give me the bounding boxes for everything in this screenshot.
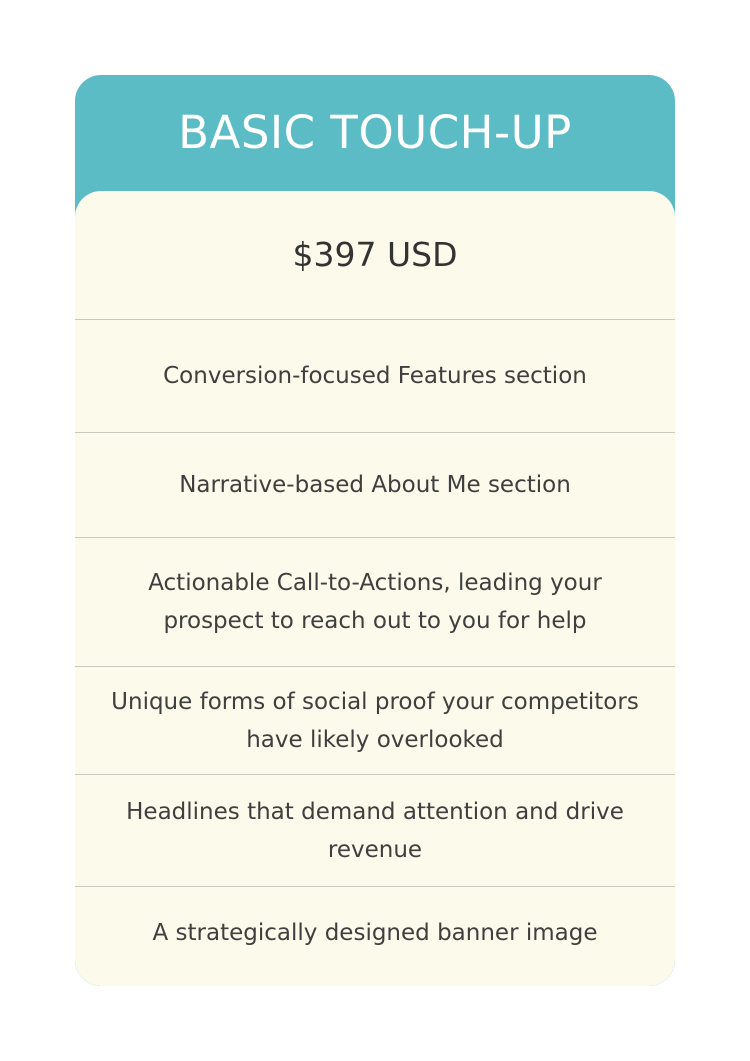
feature-text: A strategically designed banner image xyxy=(152,920,598,946)
feature-item xyxy=(75,775,675,887)
feature-text: Unique forms of social proof your competitors have likely overlooked xyxy=(111,688,639,753)
plan-price: $397 USD xyxy=(292,235,458,274)
feature-item xyxy=(75,433,675,538)
feature-text: Narrative-based About Me section xyxy=(179,472,571,498)
feature-item xyxy=(75,320,675,433)
plan-title: BASIC TOUCH-UP xyxy=(178,106,572,159)
feature-item xyxy=(75,667,675,775)
feature-item xyxy=(75,887,675,979)
feature-text: Conversion-focused Features section xyxy=(163,363,587,389)
card-body xyxy=(75,191,675,986)
price-row xyxy=(75,191,675,320)
feature-text: Actionable Call-to-Actions, leading your prospect to reach out to you for help xyxy=(148,570,602,634)
pricing-card xyxy=(75,75,675,986)
feature-item xyxy=(75,538,675,667)
feature-text: Headlines that demand attention and drive revenue xyxy=(126,798,624,863)
